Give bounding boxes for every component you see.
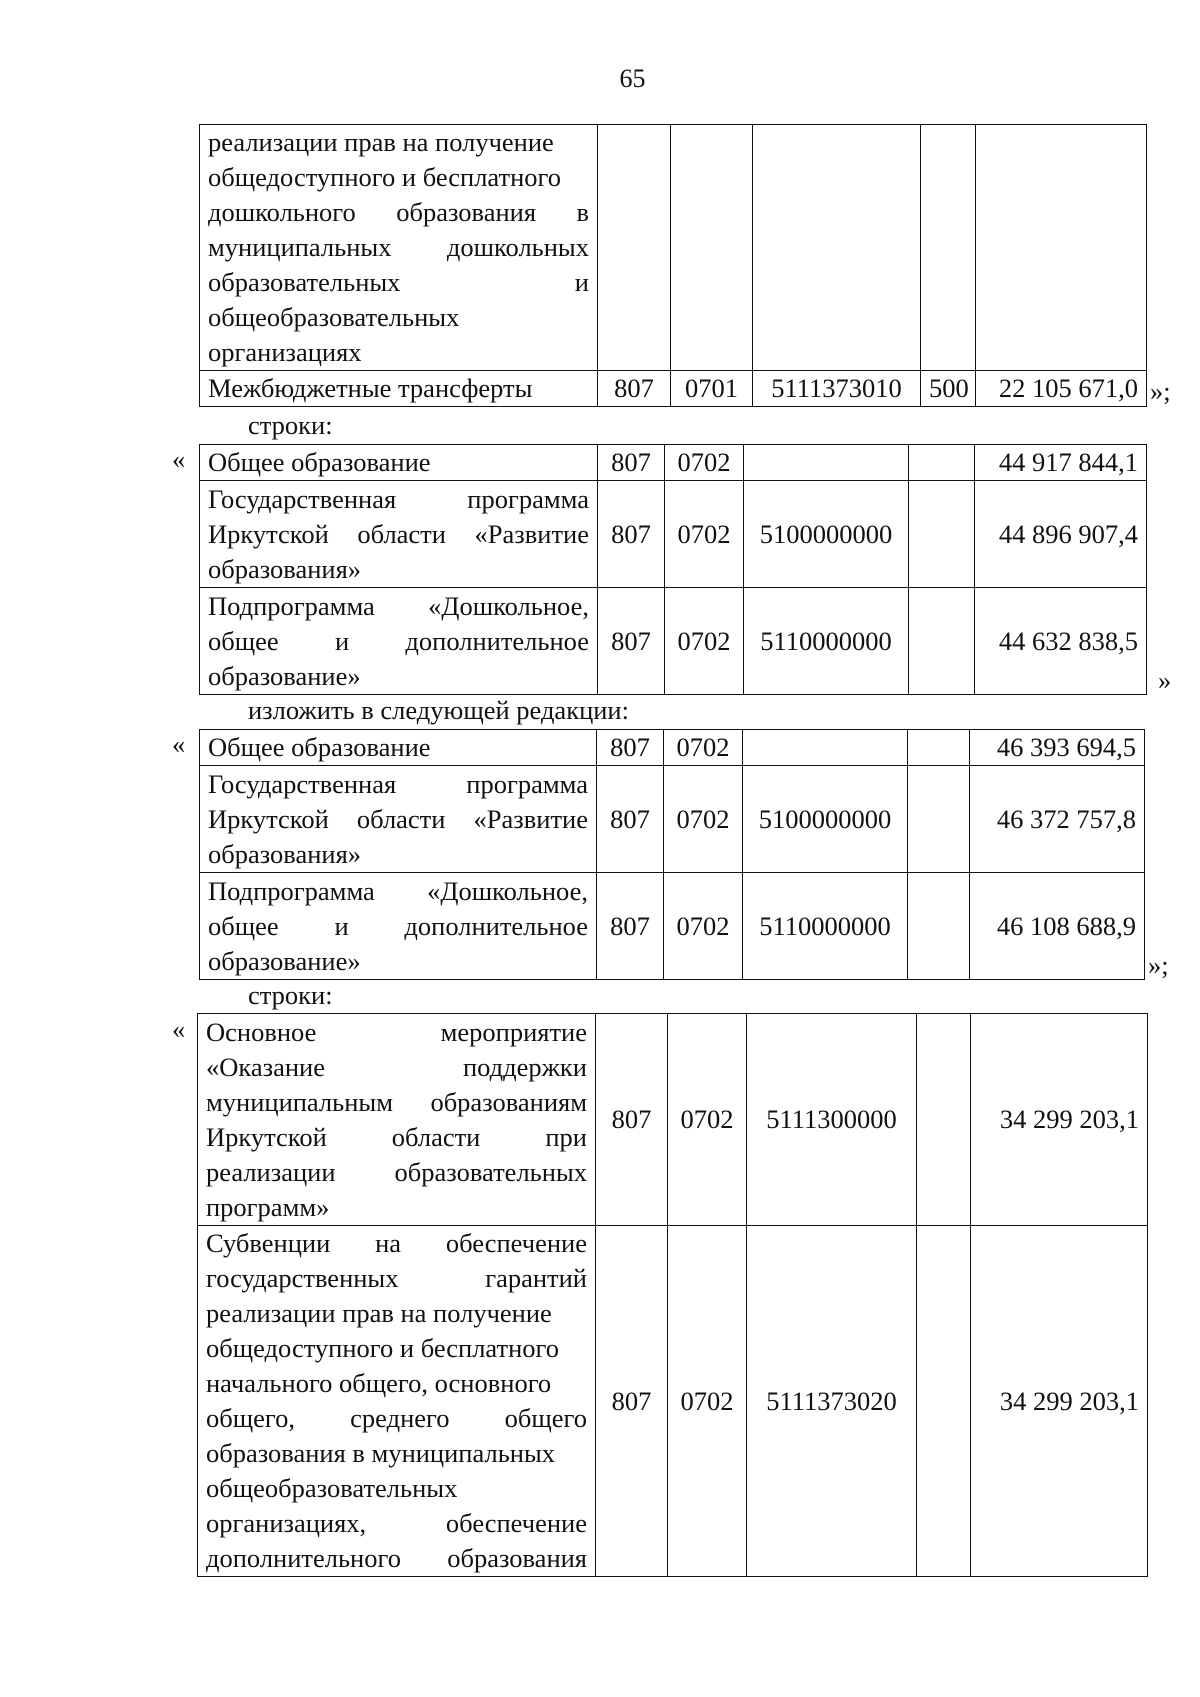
row-name-line: Субвенции на обеспечение [206,1228,587,1258]
row-name-line: Иркутской области «Развитие [208,518,589,549]
section-code-cell: 0702 [664,730,743,766]
section-code-cell: 0702 [664,873,743,980]
row-name-line: общеобразовательных [208,302,460,332]
ministry-code-cell [598,125,671,371]
expense-type-cell [917,1226,971,1577]
amount-cell: 44 632 838,5 [975,588,1147,695]
table-row [200,371,1147,407]
ministry-code-cell: 807 [597,766,664,873]
target-article-cell [753,125,921,371]
row-name-line: Иркутской области «Развитие [208,803,588,834]
row-name-line: общее и дополнительное [208,625,589,656]
row-name-cell [200,766,597,873]
ministry-code-cell: 807 [598,445,665,481]
row-name-line: Общее образование [208,732,431,762]
target-article-cell [743,730,908,766]
target-article-cell [744,445,909,481]
row-name-line: Основное мероприятие [206,1016,587,1047]
opening-quote: « [172,729,186,759]
amount-cell: 46 372 757,8 [970,766,1145,873]
row-name-line: Подпрограмма «Дошкольное, [208,590,589,621]
row-name-line: организациях [208,337,362,367]
row-name-line: Государственная программа [208,768,588,799]
opening-quote: « [172,444,186,474]
row-name-line: образования» [208,838,362,869]
row-name-line: общего, среднего общего [206,1403,587,1433]
row-name-line: реализации прав на получение [206,1298,552,1328]
row-name-line: Общее образование [208,447,431,477]
amount-cell: 22 105 671,0 [976,371,1147,407]
ministry-code-cell: 807 [597,873,664,980]
table-row [200,481,1147,588]
row-name-line: организациях, обеспечение [206,1508,587,1538]
row-name-cell [200,588,598,695]
ministry-code-cell: 807 [596,1014,668,1226]
row-name-line: государственных гарантий [206,1263,587,1293]
section-code-cell: 0702 [665,588,744,695]
section-code-cell: 0702 [668,1226,747,1577]
row-name-line: образование» [208,945,361,976]
row-name-line: реализации образовательных [206,1156,587,1187]
table-row [200,125,1147,371]
budget-table-new-rows [199,729,1145,980]
section-code-cell: 0702 [664,766,743,873]
section-label-stroki: строки: [248,980,333,1010]
row-name-line: муниципальным образованиям [206,1086,587,1117]
closing-quote: »; [1150,376,1171,406]
budget-table-continuation [199,124,1147,407]
expense-type-cell [908,873,970,980]
amount-cell: 46 108 688,9 [970,873,1145,980]
row-name-line: образовательных и [208,267,589,297]
closing-quote: » [1158,665,1172,695]
row-name-cell [198,1226,596,1577]
row-name-line: общеобразовательных [206,1473,458,1503]
opening-quote: « [172,1014,186,1044]
row-name-line: образование» [208,660,361,691]
row-name-line: общедоступного и бесплатного [208,162,561,192]
ministry-code-cell: 807 [598,481,665,588]
amount-cell: 44 896 907,4 [975,481,1147,588]
section-code-cell [671,125,753,371]
row-name-line: образования в муниципальных [206,1438,556,1468]
row-name-line: Подпрограмма «Дошкольное, [208,875,588,906]
closing-quote: »; [1148,950,1169,980]
expense-type-cell [909,445,975,481]
table-row [198,1014,1148,1226]
table-row [200,445,1147,481]
expense-type-cell [909,481,975,588]
table-row [200,588,1147,695]
row-name-line: «Оказание поддержки [206,1051,587,1082]
row-name-line: общедоступного и бесплатного [206,1333,559,1363]
row-name-cell [200,481,598,588]
expense-type-cell [917,1014,971,1226]
table-row [198,1226,1148,1577]
row-name-line: программ» [206,1191,330,1222]
table-row [200,730,1145,766]
budget-table-old-rows [197,1013,1148,1577]
row-name-line: общее и дополнительное [208,910,588,941]
row-name-line: образования» [208,553,362,584]
page-number: 65 [619,64,646,93]
section-code-cell: 0702 [665,481,744,588]
ministry-code-cell: 807 [597,730,664,766]
target-article-cell: 5111373010 [753,371,921,407]
target-article-cell: 5100000000 [744,481,909,588]
row-name-line: муниципальных дошкольных [208,232,589,262]
row-name-line: дошкольного образования в [208,197,589,227]
amount-cell: 44 917 844,1 [975,445,1147,481]
table-row [200,873,1145,980]
expense-type-cell [908,766,970,873]
table-row [200,766,1145,873]
row-name-line: дополнительного образования [206,1543,587,1573]
row-name-cell [198,1014,596,1226]
target-article-cell: 5111373020 [747,1226,917,1577]
row-name-line: Иркутской области при [206,1121,587,1152]
section-code-cell: 0702 [665,445,744,481]
row-name-line: начального общего, основного [206,1368,552,1398]
row-name-cell [200,730,597,766]
ministry-code-cell: 807 [596,1226,668,1577]
ministry-code-cell: 807 [598,588,665,695]
amount-cell [976,125,1147,371]
amount-cell: 34 299 203,1 [971,1014,1148,1226]
budget-table-old-rows [199,444,1147,695]
target-article-cell: 5100000000 [743,766,908,873]
row-name-line: реализации прав на получение [208,127,554,157]
section-label-izlozhit: изложить в следующей редакции: [248,695,629,725]
expense-type-cell: 500 [921,371,976,407]
target-article-cell: 5110000000 [743,873,908,980]
row-name-line: Государственная программа [208,483,589,514]
section-code-cell: 0701 [671,371,753,407]
target-article-cell: 5111300000 [747,1014,917,1226]
row-name-cell [200,125,598,371]
target-article-cell: 5110000000 [744,588,909,695]
row-name-cell [200,371,598,407]
row-name-cell [200,445,598,481]
section-code-cell: 0702 [668,1014,747,1226]
expense-type-cell [909,588,975,695]
section-label-stroki: строки: [248,410,333,440]
amount-cell: 34 299 203,1 [971,1226,1148,1577]
row-name-line: Межбюджетные трансферты [208,373,533,403]
row-name-cell [200,873,597,980]
ministry-code-cell: 807 [598,371,671,407]
expense-type-cell [921,125,976,371]
amount-cell: 46 393 694,5 [970,730,1145,766]
expense-type-cell [908,730,970,766]
